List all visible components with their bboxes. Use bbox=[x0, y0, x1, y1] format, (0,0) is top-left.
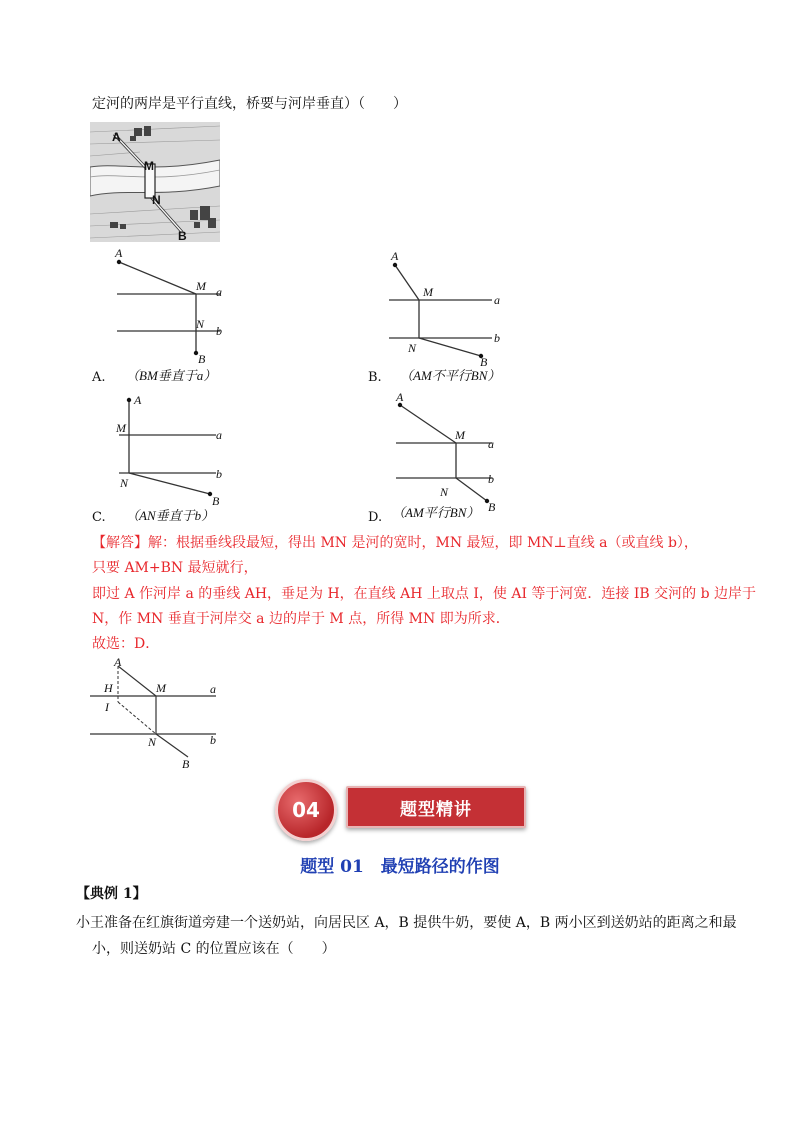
banner-number: 04 bbox=[275, 779, 337, 841]
photo-label-b: B bbox=[178, 229, 187, 242]
label-n: N bbox=[148, 735, 157, 749]
option-a-diagram bbox=[110, 245, 240, 367]
label-b-point: B bbox=[480, 355, 488, 369]
label-m: M bbox=[156, 681, 166, 695]
label-m: M bbox=[455, 428, 465, 442]
answer-line-3: 即过 A 作河岸 a 的垂线 AH，垂足为 H，在直线 AH 上取点 I，使 AI 等于河宽．连接 IB 交河的 b 边岸于 bbox=[92, 586, 757, 602]
section-title: 题型 01 最短路径的作图 bbox=[300, 857, 500, 877]
example-line-2: 小，则送奶站 C 的位置应该在（ ） bbox=[92, 941, 336, 957]
label-line-a: a bbox=[494, 293, 500, 307]
label-n: N bbox=[120, 476, 129, 490]
label-a-point: A bbox=[114, 656, 122, 669]
label-m: M bbox=[196, 279, 206, 293]
label-n: N bbox=[196, 317, 205, 331]
option-d-diagram bbox=[388, 390, 518, 512]
label-b-point: B bbox=[182, 757, 190, 771]
example-label: 【典例 1】 bbox=[76, 886, 147, 902]
option-d-caption: （AM平行BN） bbox=[392, 505, 480, 520]
label-line-b: b bbox=[210, 733, 216, 747]
option-a-letter[interactable]: A. bbox=[92, 370, 106, 385]
label-b-point: B bbox=[212, 494, 220, 508]
banner-title: 题型精讲 bbox=[346, 786, 526, 828]
question-text: 定河的两岸是平行直线，桥要与河岸垂直）（ ） bbox=[92, 96, 407, 112]
label-line-a: a bbox=[216, 428, 222, 442]
option-c-diagram bbox=[112, 388, 242, 508]
label-n: N bbox=[408, 341, 417, 355]
label-h: H bbox=[104, 681, 113, 695]
label-m: M bbox=[423, 285, 433, 299]
label-line-b: b bbox=[216, 324, 222, 338]
option-a-caption: （BM垂直于a） bbox=[126, 368, 217, 383]
label-a-point: A bbox=[396, 390, 404, 404]
label-line-a: a bbox=[488, 437, 494, 451]
option-b-diagram bbox=[386, 250, 516, 370]
label-b-point: B bbox=[198, 352, 206, 366]
label-line-b: b bbox=[494, 331, 500, 345]
solution-diagram bbox=[88, 656, 228, 772]
label-m: M bbox=[116, 421, 126, 435]
label-a-point: A bbox=[115, 246, 123, 260]
label-a-point: A bbox=[134, 393, 142, 407]
label-line-b: b bbox=[216, 467, 222, 481]
label-line-b: b bbox=[488, 472, 494, 486]
option-d-letter[interactable]: D. bbox=[368, 510, 383, 525]
answer-line-1: 【解答】解：根据垂线段最短，得出 MN 是河的宽时，MN 最短，即 MN⊥直线 a（或直线 b）， bbox=[92, 535, 698, 551]
option-b-letter[interactable]: B. bbox=[368, 370, 382, 385]
river-bridge-photo bbox=[90, 122, 220, 242]
answer-tag: 【解答】 bbox=[92, 535, 148, 551]
option-b-caption: （AM不平行BN） bbox=[400, 368, 501, 383]
label-a-point: A bbox=[391, 250, 399, 263]
example-line-1: 小王准备在红旗街道旁建一个送奶站，向居民区 A，B 提供牛奶，要使 A，B 两小区到送奶站的距离之和最 bbox=[76, 915, 737, 931]
option-c-letter[interactable]: C. bbox=[92, 510, 106, 525]
photo-label-n: N bbox=[152, 193, 161, 207]
photo-label-a: A bbox=[112, 130, 121, 144]
answer-line-2: 只要 AM+BN 最短就行， bbox=[92, 560, 258, 576]
label-line-a: a bbox=[210, 682, 216, 696]
answer-line-5: 故选：D． bbox=[92, 636, 160, 652]
option-c-caption: （AN垂直于b） bbox=[126, 508, 215, 523]
label-n: N bbox=[440, 485, 449, 499]
label-line-a: a bbox=[216, 285, 222, 299]
label-b-point: B bbox=[488, 500, 496, 512]
answer-line-4: N，作 MN 垂直于河岸交 a 边的岸于 M 点，所得 MN 即为所求． bbox=[92, 611, 510, 627]
photo-label-m: M bbox=[144, 159, 154, 173]
label-i: I bbox=[105, 700, 109, 714]
